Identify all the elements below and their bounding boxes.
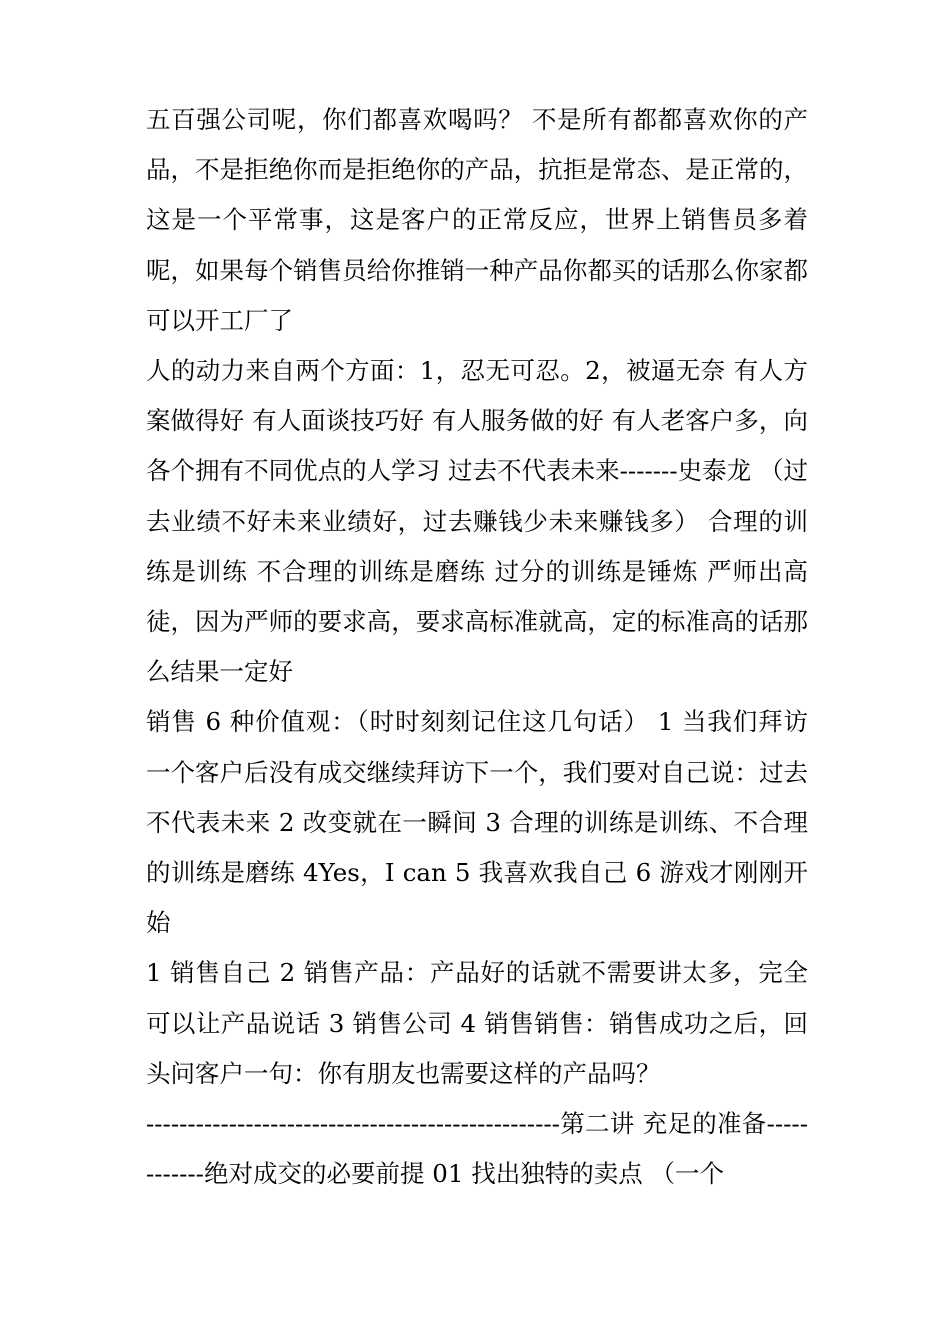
paragraph-motivation: 人的动力来自两个方面：1，忍无可忍。2，被逼无奈 有人方案做得好 有人面谈技巧好 有人服务做的好 有人老客户多，向各个拥有不同优点的人学习 过去不代表未来-------史泰龙 （过去业绩不好未来业绩好，过去赚钱少未来赚钱多） 合理的训练是训练 不合理的训练是磨练 过分的训练是锤炼 严师出高徒，因为严师的要求高，要求高标准就高，定的标准高的话那么结果一定好 [146, 356, 808, 687]
paragraph-six-values: 销售 6 种价值观：（时时刻刻记住这几句话） 1 当我们拜访一个客户后没有成交继续拜访下一个，我们要对自己说：过去不代表未来 2 改变就在一瞬间 3 合理的训练是训练、不合理的训练是磨练 4Yes，I can 5 我喜欢我自己 6 游戏才刚刚开始 [146, 707, 808, 938]
paragraph-lecture-two: --------------------------------------------------第二讲 充足的准备------------绝对成交的必要前提 01 找出独特的卖点 （一个 [146, 1109, 808, 1189]
document-body [146, 95, 808, 1199]
paragraph-four-sales: 1 销售自己 2 销售产品：产品好的话就不需要讲太多，完全可以让产品说话 3 销售公司 4 销售销售：销售成功之后，回头问客户一句：你有朋友也需要这样的产品吗？ [146, 958, 808, 1088]
paragraph-rejection: 五百强公司呢，你们都喜欢喝吗？ 不是所有都都喜欢你的产品，不是拒绝你而是拒绝你的产品，抗拒是常态、是正常的，这是一个平常事，这是客户的正常反应，世界上销售员多着呢，如果每个销售员给你推销一种产品你都买的话那么你家都可以开工厂了 [146, 105, 808, 335]
